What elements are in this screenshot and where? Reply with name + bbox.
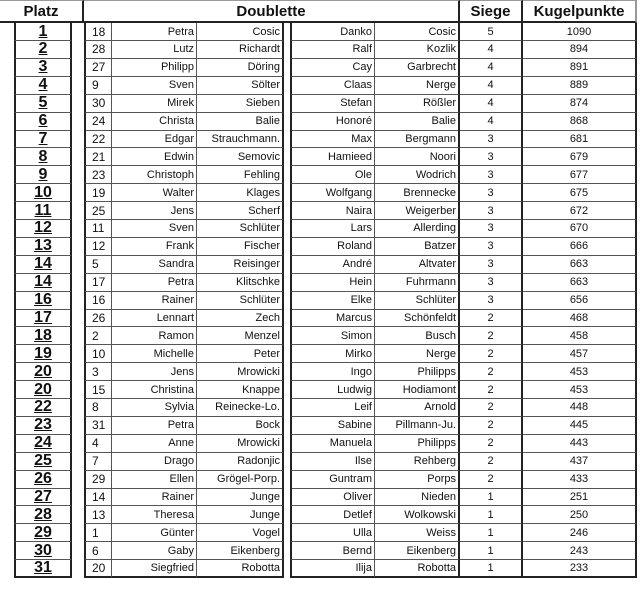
first-name-2-cell: Ralf — [290, 41, 375, 59]
first-name-2-cell: Wolfgang — [290, 184, 375, 202]
last-name-2-cell: Porps — [375, 471, 460, 489]
table-row — [0, 381, 640, 399]
rank-cell: 30 — [14, 542, 72, 560]
rank-cell: 23 — [14, 417, 72, 435]
last-name-1-cell: Semovic — [197, 148, 284, 166]
first-name-2-cell: Ulla — [290, 524, 375, 542]
table-row — [0, 560, 640, 578]
last-name-2-cell: Nieden — [375, 488, 460, 506]
first-name-2-cell: Ingo — [290, 363, 375, 381]
points-cell: 656 — [523, 292, 637, 310]
first-name-1-cell: Christa — [112, 113, 197, 131]
last-name-1-cell: Menzel — [197, 327, 284, 345]
last-name-1-cell: Cosic — [197, 23, 284, 41]
first-name-2-cell: Oliver — [290, 488, 375, 506]
rank-cell: 9 — [14, 166, 72, 184]
last-name-2-cell: Weiss — [375, 524, 460, 542]
first-name-2-cell: Lars — [290, 220, 375, 238]
first-name-2-cell: Sabine — [290, 417, 375, 435]
last-name-1-cell: Fehling — [197, 166, 284, 184]
player-number-cell: 9 — [84, 77, 112, 95]
player-number-cell: 27 — [84, 59, 112, 77]
rank-cell: 3 — [14, 59, 72, 77]
first-name-1-cell: Frank — [112, 238, 197, 256]
first-name-1-cell: Sven — [112, 220, 197, 238]
player-number-cell: 30 — [84, 95, 112, 113]
rank-cell: 12 — [14, 220, 72, 238]
first-name-1-cell: Petra — [112, 274, 197, 292]
first-name-1-cell: Philipp — [112, 59, 197, 77]
player-number-cell: 5 — [84, 256, 112, 274]
wins-cell: 1 — [460, 506, 523, 524]
wins-cell: 2 — [460, 363, 523, 381]
last-name-1-cell: Junge — [197, 488, 284, 506]
table-row — [0, 292, 640, 310]
last-name-1-cell: Vogel — [197, 524, 284, 542]
first-name-1-cell: Sandra — [112, 256, 197, 274]
player-number-cell: 17 — [84, 274, 112, 292]
wins-cell: 4 — [460, 77, 523, 95]
last-name-2-cell: Garbrecht — [375, 59, 460, 77]
points-cell: 663 — [523, 274, 637, 292]
last-name-1-cell: Strauchmann. — [197, 130, 284, 148]
player-number-cell: 12 — [84, 238, 112, 256]
header-doublette: Doublette — [84, 0, 460, 23]
last-name-1-cell: Reinecke-Lo. — [197, 399, 284, 417]
last-name-1-cell: Fischer — [197, 238, 284, 256]
last-name-1-cell: Eikenberg — [197, 542, 284, 560]
rank-cell: 14 — [14, 274, 72, 292]
player-number-cell: 3 — [84, 363, 112, 381]
player-number-cell: 14 — [84, 488, 112, 506]
first-name-2-cell: Guntram — [290, 471, 375, 489]
last-name-1-cell: Reisinger — [197, 256, 284, 274]
table-row — [0, 41, 640, 59]
player-number-cell: 24 — [84, 113, 112, 131]
points-cell: 889 — [523, 77, 637, 95]
wins-cell: 3 — [460, 220, 523, 238]
points-cell: 679 — [523, 148, 637, 166]
first-name-1-cell: Michelle — [112, 345, 197, 363]
wins-cell: 3 — [460, 274, 523, 292]
wins-cell: 4 — [460, 113, 523, 131]
last-name-2-cell: Busch — [375, 327, 460, 345]
points-cell: 666 — [523, 238, 637, 256]
last-name-1-cell: Zech — [197, 309, 284, 327]
rank-cell: 17 — [14, 309, 72, 327]
last-name-1-cell: Grögel-Porp. — [197, 471, 284, 489]
first-name-2-cell: Ilse — [290, 453, 375, 471]
player-number-cell: 7 — [84, 453, 112, 471]
first-name-2-cell: Simon — [290, 327, 375, 345]
wins-cell: 3 — [460, 202, 523, 220]
first-name-2-cell: Ludwig — [290, 381, 375, 399]
first-name-1-cell: Siegfried — [112, 560, 197, 578]
table-row — [0, 148, 640, 166]
table-row — [0, 274, 640, 292]
rank-cell: 18 — [14, 327, 72, 345]
player-number-cell: 10 — [84, 345, 112, 363]
first-name-2-cell: Elke — [290, 292, 375, 310]
header-siege: Siege — [460, 0, 523, 23]
table-row — [0, 327, 640, 345]
points-cell: 251 — [523, 488, 637, 506]
first-name-1-cell: Petra — [112, 23, 197, 41]
first-name-2-cell: Danko — [290, 23, 375, 41]
last-name-1-cell: Peter — [197, 345, 284, 363]
last-name-2-cell: Schlüter — [375, 292, 460, 310]
player-number-cell: 20 — [84, 560, 112, 578]
first-name-1-cell: Günter — [112, 524, 197, 542]
rank-cell: 10 — [14, 184, 72, 202]
first-name-1-cell: Edgar — [112, 130, 197, 148]
rank-cell: 24 — [14, 435, 72, 453]
last-name-1-cell: Radonjic — [197, 453, 284, 471]
rank-cell: 20 — [14, 363, 72, 381]
wins-cell: 3 — [460, 130, 523, 148]
player-number-cell: 21 — [84, 148, 112, 166]
points-cell: 681 — [523, 130, 637, 148]
last-name-1-cell: Scherf — [197, 202, 284, 220]
first-name-1-cell: Lennart — [112, 309, 197, 327]
last-name-2-cell: Altvater — [375, 256, 460, 274]
first-name-2-cell: Ilija — [290, 560, 375, 578]
player-number-cell: 26 — [84, 309, 112, 327]
first-name-2-cell: Bernd — [290, 542, 375, 560]
table-row — [0, 59, 640, 77]
wins-cell: 3 — [460, 256, 523, 274]
points-cell: 233 — [523, 560, 637, 578]
rank-cell: 14 — [14, 256, 72, 274]
table-row — [0, 130, 640, 148]
first-name-1-cell: Ramon — [112, 327, 197, 345]
player-number-cell: 23 — [84, 166, 112, 184]
table-row — [0, 166, 640, 184]
wins-cell: 4 — [460, 59, 523, 77]
last-name-2-cell: Kozlik — [375, 41, 460, 59]
first-name-1-cell: Christina — [112, 381, 197, 399]
last-name-2-cell: Cosic — [375, 23, 460, 41]
table-row — [0, 524, 640, 542]
player-number-cell: 15 — [84, 381, 112, 399]
rank-cell: 29 — [14, 524, 72, 542]
player-number-cell: 13 — [84, 506, 112, 524]
points-cell: 891 — [523, 59, 637, 77]
last-name-1-cell: Balie — [197, 113, 284, 131]
first-name-1-cell: Rainer — [112, 488, 197, 506]
first-name-2-cell: Naira — [290, 202, 375, 220]
last-name-1-cell: Mrowicki — [197, 435, 284, 453]
header-kugelpunkte: Kugelpunkte — [523, 0, 637, 23]
last-name-1-cell: Schlüter — [197, 220, 284, 238]
points-cell: 453 — [523, 363, 637, 381]
table-row — [0, 113, 640, 131]
first-name-1-cell: Drago — [112, 453, 197, 471]
last-name-2-cell: Arnold — [375, 399, 460, 417]
wins-cell: 2 — [460, 471, 523, 489]
wins-cell: 1 — [460, 524, 523, 542]
points-cell: 448 — [523, 399, 637, 417]
rank-cell: 28 — [14, 506, 72, 524]
wins-cell: 2 — [460, 327, 523, 345]
player-number-cell: 6 — [84, 542, 112, 560]
last-name-2-cell: Weigerber — [375, 202, 460, 220]
first-name-1-cell: Mirek — [112, 95, 197, 113]
player-number-cell: 16 — [84, 292, 112, 310]
points-cell: 443 — [523, 435, 637, 453]
table-row — [0, 471, 640, 489]
last-name-2-cell: Wodrich — [375, 166, 460, 184]
rank-cell: 19 — [14, 345, 72, 363]
player-number-cell: 22 — [84, 130, 112, 148]
points-cell: 468 — [523, 309, 637, 327]
last-name-2-cell: Noori — [375, 148, 460, 166]
last-name-2-cell: Rößler — [375, 95, 460, 113]
rank-cell: 1 — [14, 23, 72, 41]
wins-cell: 2 — [460, 309, 523, 327]
last-name-1-cell: Sölter — [197, 77, 284, 95]
wins-cell: 2 — [460, 381, 523, 399]
points-cell: 677 — [523, 166, 637, 184]
wins-cell: 4 — [460, 95, 523, 113]
table-row — [0, 363, 640, 381]
wins-cell: 3 — [460, 238, 523, 256]
table-row — [0, 435, 640, 453]
first-name-2-cell: Manuela — [290, 435, 375, 453]
table-row — [0, 345, 640, 363]
player-number-cell: 4 — [84, 435, 112, 453]
wins-cell: 2 — [460, 345, 523, 363]
points-cell: 433 — [523, 471, 637, 489]
rank-cell: 4 — [14, 77, 72, 95]
last-name-1-cell: Döring — [197, 59, 284, 77]
rank-cell: 6 — [14, 113, 72, 131]
table-row — [0, 399, 640, 417]
first-name-1-cell: Sylvia — [112, 399, 197, 417]
table-row — [0, 453, 640, 471]
last-name-2-cell: Balie — [375, 113, 460, 131]
points-cell: 670 — [523, 220, 637, 238]
rank-cell: 2 — [14, 41, 72, 59]
points-cell: 445 — [523, 417, 637, 435]
first-name-1-cell: Sven — [112, 77, 197, 95]
last-name-1-cell: Bock — [197, 417, 284, 435]
first-name-1-cell: Theresa — [112, 506, 197, 524]
first-name-1-cell: Rainer — [112, 292, 197, 310]
rank-cell: 7 — [14, 130, 72, 148]
last-name-1-cell: Richardt — [197, 41, 284, 59]
first-name-2-cell: Stefan — [290, 95, 375, 113]
first-name-2-cell: Hein — [290, 274, 375, 292]
player-number-cell: 25 — [84, 202, 112, 220]
last-name-1-cell: Klages — [197, 184, 284, 202]
last-name-2-cell: Fuhrmann — [375, 274, 460, 292]
wins-cell: 1 — [460, 488, 523, 506]
table-row — [0, 77, 640, 95]
last-name-2-cell: Nerge — [375, 77, 460, 95]
last-name-2-cell: Schönfeldt — [375, 309, 460, 327]
last-name-2-cell: Allerding — [375, 220, 460, 238]
table-row — [0, 238, 640, 256]
player-number-cell: 31 — [84, 417, 112, 435]
first-name-1-cell: Christoph — [112, 166, 197, 184]
table-row — [0, 184, 640, 202]
rank-cell: 16 — [14, 292, 72, 310]
points-cell: 663 — [523, 256, 637, 274]
first-name-1-cell: Walter — [112, 184, 197, 202]
rank-cell: 13 — [14, 238, 72, 256]
wins-cell: 1 — [460, 560, 523, 578]
last-name-1-cell: Sieben — [197, 95, 284, 113]
last-name-2-cell: Wolkowski — [375, 506, 460, 524]
player-number-cell: 18 — [84, 23, 112, 41]
first-name-1-cell: Edwin — [112, 148, 197, 166]
table-row — [0, 23, 640, 41]
wins-cell: 2 — [460, 453, 523, 471]
rank-cell: 11 — [14, 202, 72, 220]
points-cell: 894 — [523, 41, 637, 59]
player-number-cell: 2 — [84, 327, 112, 345]
last-name-1-cell: Robotta — [197, 560, 284, 578]
first-name-1-cell: Anne — [112, 435, 197, 453]
last-name-2-cell: Pillmann-Ju. — [375, 417, 460, 435]
last-name-1-cell: Schlüter — [197, 292, 284, 310]
first-name-2-cell: Claas — [290, 77, 375, 95]
first-name-2-cell: Mirko — [290, 345, 375, 363]
last-name-2-cell: Philipps — [375, 435, 460, 453]
last-name-2-cell: Philipps — [375, 363, 460, 381]
table-row — [0, 417, 640, 435]
first-name-2-cell: Ole — [290, 166, 375, 184]
first-name-2-cell: Leif — [290, 399, 375, 417]
table-row — [0, 542, 640, 560]
points-cell: 868 — [523, 113, 637, 131]
wins-cell: 3 — [460, 148, 523, 166]
player-number-cell: 1 — [84, 524, 112, 542]
points-cell: 437 — [523, 453, 637, 471]
first-name-1-cell: Lutz — [112, 41, 197, 59]
wins-cell: 2 — [460, 435, 523, 453]
last-name-1-cell: Mrowicki — [197, 363, 284, 381]
wins-cell: 2 — [460, 417, 523, 435]
first-name-2-cell: Honoré — [290, 113, 375, 131]
last-name-2-cell: Bergmann — [375, 130, 460, 148]
first-name-1-cell: Gaby — [112, 542, 197, 560]
wins-cell: 3 — [460, 166, 523, 184]
player-number-cell: 11 — [84, 220, 112, 238]
last-name-2-cell: Rehberg — [375, 453, 460, 471]
player-number-cell: 19 — [84, 184, 112, 202]
wins-cell: 3 — [460, 184, 523, 202]
points-cell: 250 — [523, 506, 637, 524]
table-row — [0, 256, 640, 274]
points-cell: 453 — [523, 381, 637, 399]
first-name-2-cell: Hamieed — [290, 148, 375, 166]
rank-cell: 26 — [14, 471, 72, 489]
last-name-2-cell: Brennecke — [375, 184, 460, 202]
table-row — [0, 220, 640, 238]
first-name-2-cell: Cay — [290, 59, 375, 77]
wins-cell: 5 — [460, 23, 523, 41]
rank-cell: 5 — [14, 95, 72, 113]
last-name-2-cell: Robotta — [375, 560, 460, 578]
points-cell: 672 — [523, 202, 637, 220]
last-name-1-cell: Klitschke — [197, 274, 284, 292]
last-name-1-cell: Knappe — [197, 381, 284, 399]
rank-cell: 8 — [14, 148, 72, 166]
points-cell: 458 — [523, 327, 637, 345]
points-cell: 874 — [523, 95, 637, 113]
last-name-2-cell: Hodiamont — [375, 381, 460, 399]
points-cell: 457 — [523, 345, 637, 363]
points-cell: 1090 — [523, 23, 637, 41]
wins-cell: 1 — [460, 542, 523, 560]
rank-cell: 25 — [14, 453, 72, 471]
last-name-2-cell: Nerge — [375, 345, 460, 363]
first-name-2-cell: Roland — [290, 238, 375, 256]
last-name-1-cell: Junge — [197, 506, 284, 524]
last-name-2-cell: Eikenberg — [375, 542, 460, 560]
first-name-2-cell: André — [290, 256, 375, 274]
player-number-cell: 29 — [84, 471, 112, 489]
rank-cell: 27 — [14, 488, 72, 506]
last-name-2-cell: Batzer — [375, 238, 460, 256]
points-cell: 675 — [523, 184, 637, 202]
rank-cell: 31 — [14, 560, 72, 578]
wins-cell: 4 — [460, 41, 523, 59]
first-name-1-cell: Ellen — [112, 471, 197, 489]
rank-cell: 20 — [14, 381, 72, 399]
table-row — [0, 488, 640, 506]
wins-cell: 2 — [460, 399, 523, 417]
table-row — [0, 309, 640, 327]
first-name-1-cell: Petra — [112, 417, 197, 435]
table-row — [0, 506, 640, 524]
points-cell: 246 — [523, 524, 637, 542]
table-row — [0, 202, 640, 220]
header-platz: Platz — [0, 0, 84, 23]
points-cell: 243 — [523, 542, 637, 560]
table-row — [0, 95, 640, 113]
rank-cell: 22 — [14, 399, 72, 417]
player-number-cell: 28 — [84, 41, 112, 59]
wins-cell: 3 — [460, 292, 523, 310]
first-name-2-cell: Detlef — [290, 506, 375, 524]
first-name-1-cell: Jens — [112, 202, 197, 220]
first-name-2-cell: Marcus — [290, 309, 375, 327]
player-number-cell: 8 — [84, 399, 112, 417]
first-name-1-cell: Jens — [112, 363, 197, 381]
first-name-2-cell: Max — [290, 130, 375, 148]
